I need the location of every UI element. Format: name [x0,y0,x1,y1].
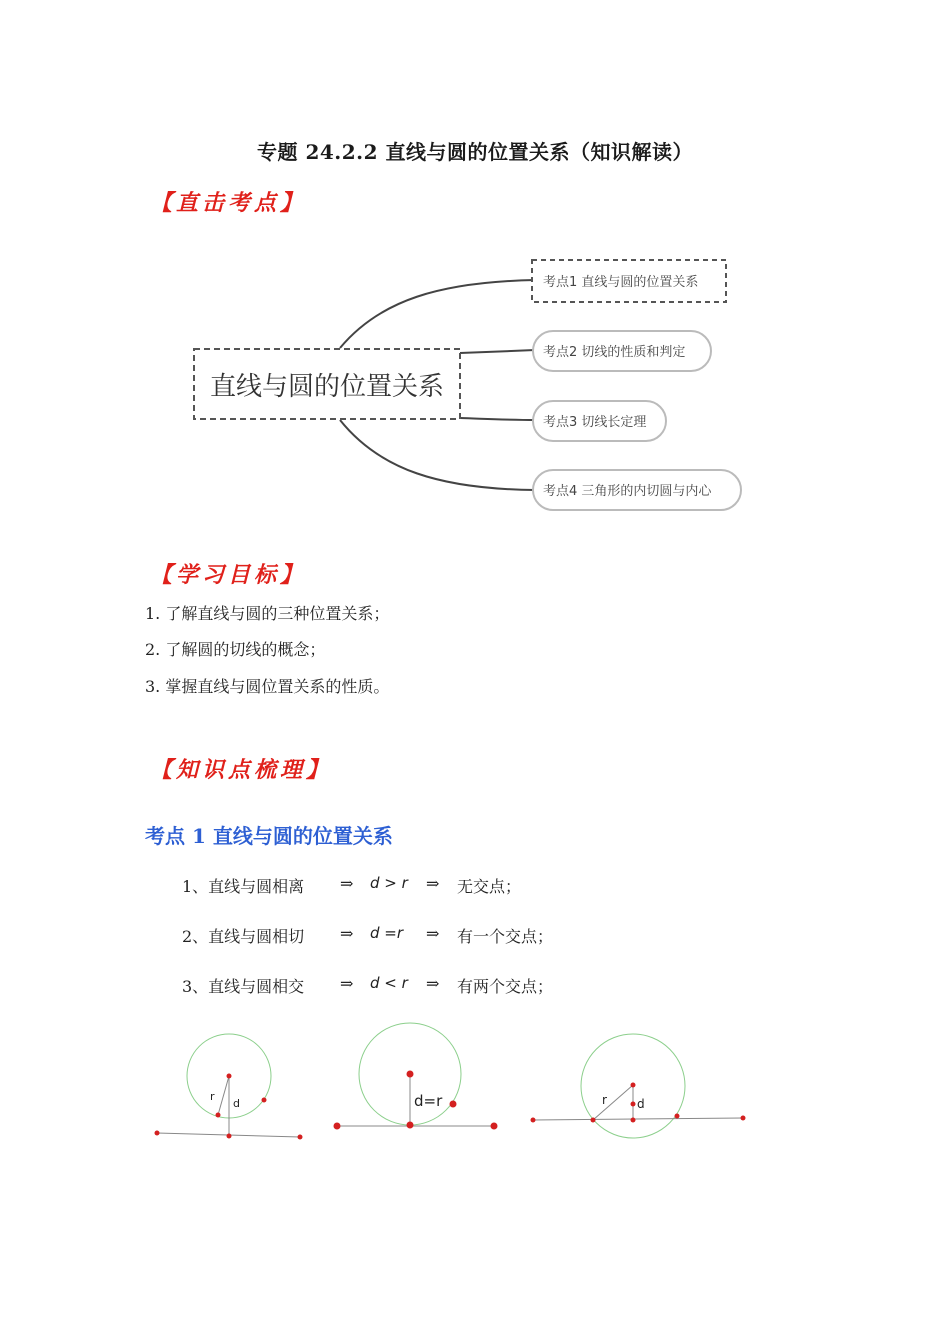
relation-row-1-arrow2: ⇒ [426,874,440,893]
relation-row-2-arrow1: ⇒ [340,924,354,943]
relation-row-1-label: 1、直线与圆相离 [182,877,305,896]
relation-row-1-arrow1: ⇒ [340,874,354,893]
goal-item-2: 2. 了解圆的切线的概念； [145,640,326,659]
figure-3-line [533,1118,743,1120]
relation-row-3-arrow2: ⇒ [426,974,440,993]
figure-2-point [334,1123,341,1130]
figure-2-point [491,1123,498,1130]
relation-row-3-arrow1: ⇒ [340,974,354,993]
figure-3-point [675,1114,680,1119]
kaodian1-heading: 考点 1 直线与圆的位置关系 [145,824,393,848]
figure-tangent [334,1023,498,1130]
figure-1-radius [218,1076,229,1115]
figure-2-point [450,1101,457,1108]
figure-2-d-label: d=r [414,1092,443,1110]
figure-1-center [227,1074,232,1079]
figure-3-center [631,1083,636,1088]
mindmap-branch-1 [340,280,535,348]
mindmap-center-label: 直线与圆的位置关系 [209,372,445,402]
figure-1-d-label: d [233,1097,240,1110]
mindmap-node-2-label: 考点2 切线的性质和判定 [543,345,686,360]
figure-1-r-label: r [210,1090,215,1103]
figure-1-point [298,1135,303,1140]
section-zhishidian-shuli: 【知识点梳理】 [150,757,333,783]
relation-row-1-result: 无交点； [457,877,522,896]
figure-3-radius [593,1085,633,1120]
relation-row-2 [0,924,950,948]
relation-row-3 [0,974,950,998]
figure-1-point [155,1131,160,1136]
figure-2-point [407,1122,414,1129]
section-zhiji-kaodian: 【直击考点】 [150,190,307,216]
figure-1-point [262,1098,267,1103]
mindmap-branch-2 [460,350,535,353]
relation-row-2-result: 有一个交点； [457,927,554,946]
figure-3-d-label: d [637,1097,645,1111]
relation-row-3-condition: d < r [370,974,408,992]
figure-2-center [407,1071,414,1078]
mindmap-branch-4 [340,420,535,490]
page-title: 专题 24.2.2 直线与圆的位置关系（知识解读） [256,140,693,164]
mindmap-node-4-label: 考点4 三角形的内切圆与内心 [543,484,712,499]
section-xuexi-mubiao: 【学习目标】 [150,562,307,588]
relation-row-1-condition: d > r [370,874,408,892]
mindmap-node-1-label: 考点1 直线与圆的位置关系 [543,275,699,290]
relation-row-1 [0,874,950,898]
goal-item-3: 3. 掌握直线与圆位置关系的性质。 [145,677,390,696]
figure-1-point [227,1134,232,1139]
figure-3-point [631,1118,636,1123]
relation-row-2-condition: d =r [370,924,404,942]
goal-item-1: 1. 了解直线与圆的三种位置关系； [145,604,390,623]
mindmap-diagram [180,230,780,540]
mindmap-branch-3 [460,418,535,420]
figure-separate [155,1034,303,1140]
relation-row-2-label: 2、直线与圆相切 [182,927,305,946]
relation-row-2-arrow2: ⇒ [426,924,440,943]
figure-3-point [631,1102,636,1107]
relation-row-3-result: 有两个交点； [457,977,554,996]
figure-3-point [591,1118,596,1123]
relation-row-3-label: 3、直线与圆相交 [182,977,305,996]
figure-1-point [216,1113,221,1118]
figure-3-point [531,1118,536,1123]
mindmap-node-3-label: 考点3 切线长定理 [543,415,647,430]
figure-3-point [741,1116,746,1121]
circle-line-figures [140,1015,770,1155]
figure-3-r-label: r [602,1093,607,1107]
figure-intersect [531,1034,746,1138]
